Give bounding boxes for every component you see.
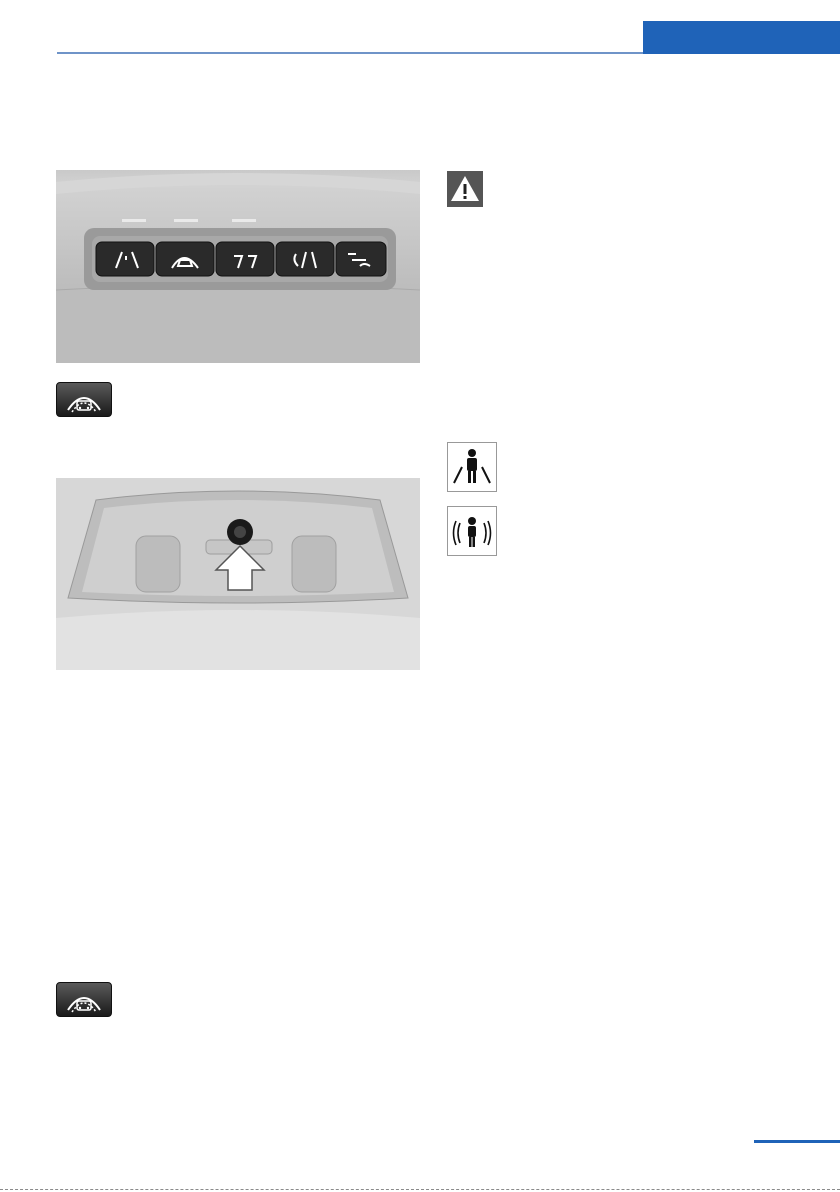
footer-rule <box>754 1140 840 1143</box>
roof-button-panel-photo <box>56 170 420 363</box>
header-section-tab <box>643 21 840 54</box>
collision-warning-button-icon-2 <box>56 982 112 1017</box>
warning-triangle-icon <box>447 171 483 207</box>
page-edge-dotted-line <box>0 1189 840 1190</box>
roof-buttons <box>96 242 386 276</box>
pedestrian-warning-icon <box>447 506 497 556</box>
pedestrian-zone-icon <box>447 442 497 492</box>
windshield-camera-photo <box>56 478 420 670</box>
collision-warning-button-icon <box>56 382 112 417</box>
